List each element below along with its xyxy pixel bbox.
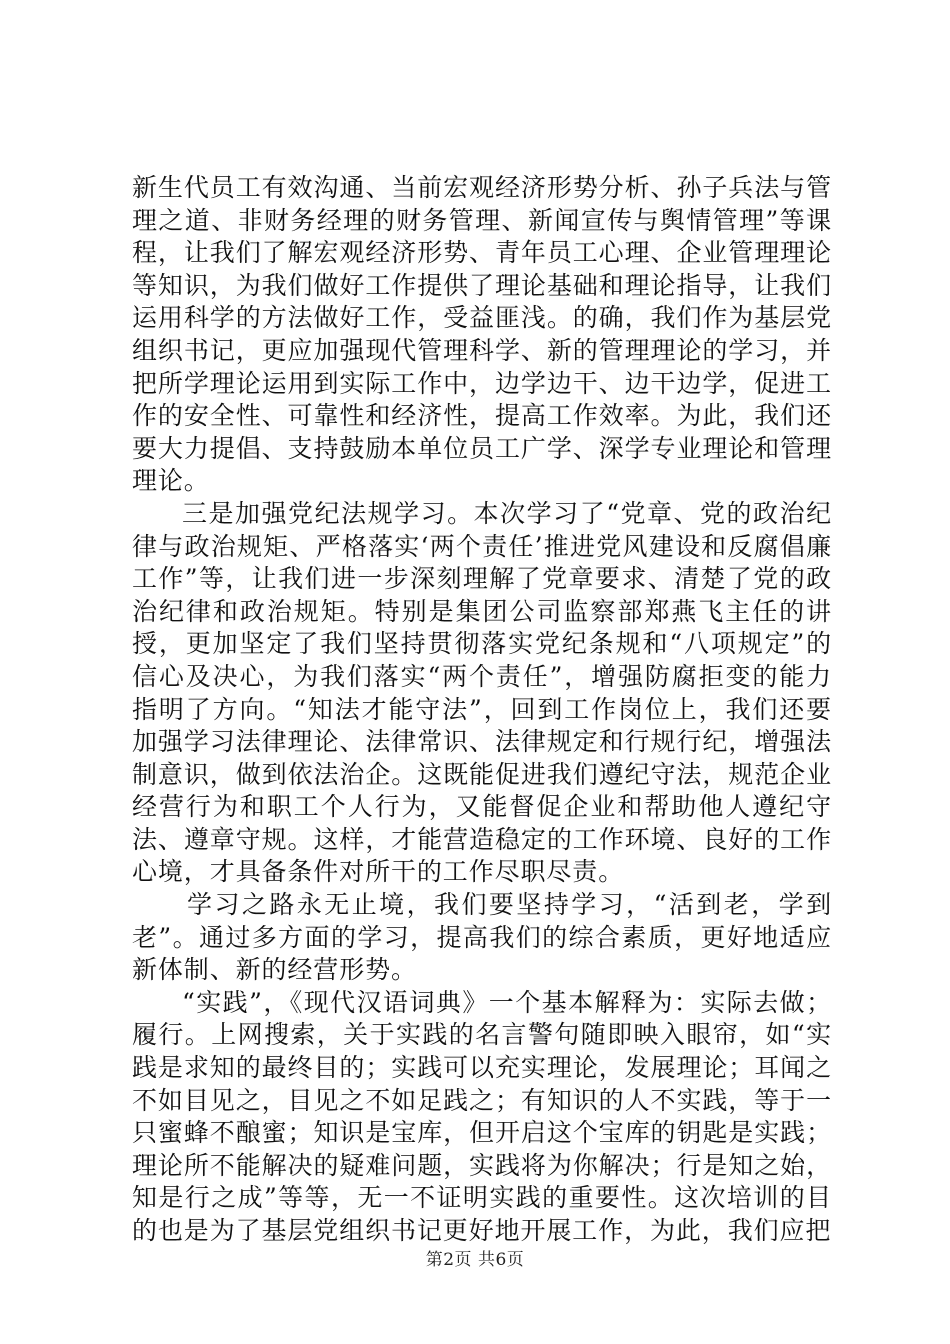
paragraph-party-discipline: 三是加强党纪法规学习。本次学习了“党章、党的政治纪律与政治规矩、严格落实‘两个责任’推进党风建设和反腐倡廉工作”等，让我们进一步深刻理解了党章要求、清楚了党的政治纪律和政治规矩。特别是集团公司监察部郑燕飞主任的讲授，更加坚定了我们坚持贯彻落实党纪条规和“八项规定”的信心及决心，为我们落实“两个责任”，增强防腐拒变的能力指明了方向。“知法才能守法”，回到工作岗位上，我们还要加强学习法律理论、法律常识、法律规定和行规行纪，增强法制意识，做到依法治企。这既能促进我们遵纪守法，规范企业经营行为和职工个人行为，又能督促企业和帮助他人遵纪守法、遵章守规。这样，才能营造稳定的工作环境、良好的工作心境，才具备条件对所干的工作尽职尽责。 [132,498,832,887]
document-body [132,172,832,1248]
paragraph-management-theory: 新生代员工有效沟通、当前宏观经济形势分析、孙子兵法与管理之道、非财务经理的财务管理、新闻宣传与舆情管理”等课程，让我们了解宏观经济形势、青年员工心理、企业管理理论等知识，为我们做好工作提供了理论基础和理论指导，让我们运用科学的方法做好工作，受益匪浅。的确，我们作为基层党组织书记，更应加强现代管理科学、新的管理理论的学习，并把所学理论运用到实际工作中，边学边干、边干边学，促进工作的安全性、可靠性和经济性，提高工作效率。为此，我们还要大力提倡、支持鼓励本单位员工广学、深学专业理论和管理理论。 [132,173,832,496]
paragraph-lifelong-learning: 学习之路永无止境，我们要坚持学习，“活到老，学到老”。通过多方面的学习，提高我们的综合素质，更好地适应新体制、新的经营形势。 [132,890,832,985]
page-number-footer: 第2页 共6页 [425,1250,525,1270]
paragraph-practice: “实践”，《现代汉语词典》一个基本解释为：实际去做；履行。上网搜索，关于实践的名言警句随即映入眼帘，如“实践是求知的最终目的；实践可以充实理论，发展理论；耳闻之不如目见之，目见之不如足践之；有知识的人不实践，等于一只蜜蜂不酿蜜；知识是宝库，但开启这个宝库的钥匙是实践；理论所不能解决的疑难问题，实践将为你解决；行是知之始，知是行之成”等等，无一不证明实践的重要性。这次培训的目的也是为了基层党组织书记更好地开展工作，为此，我们应把 [132,987,832,1245]
